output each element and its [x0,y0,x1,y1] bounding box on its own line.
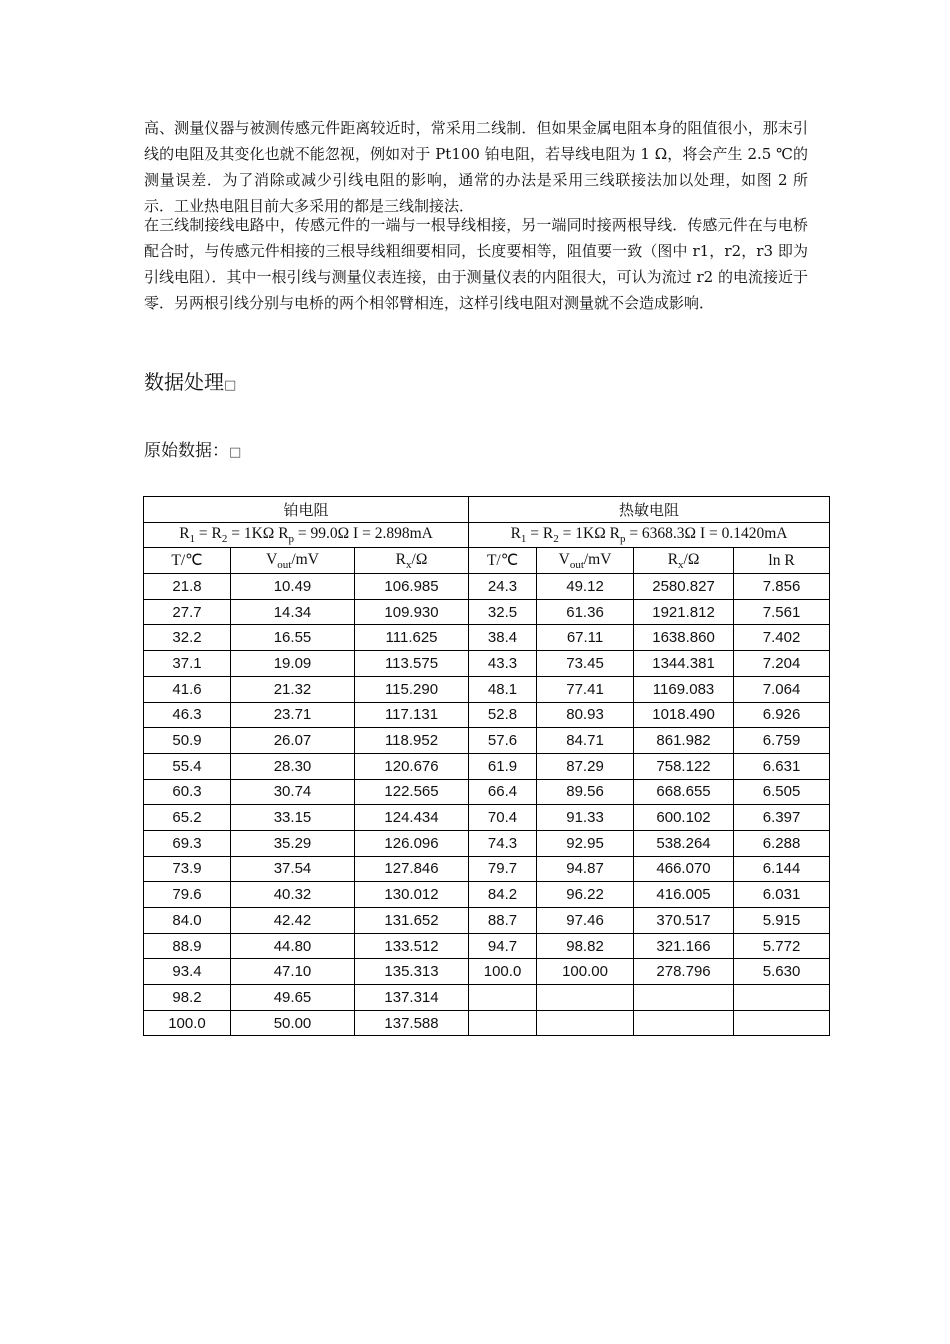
cell-vout-pt: 23.71 [231,702,355,728]
table-row [144,651,830,677]
col-header-lnr: ln R [734,548,830,574]
cell-t-th: 61.9 [469,753,537,779]
table-row [144,856,830,882]
cell-lnr-th [734,985,830,1011]
cell-t-th: 57.6 [469,728,537,754]
intro-paragraph-2: 在三线制接线电路中，传感元件的一端与一根导线相接，另一端同时接两根导线．传感元件在与电桥配合时，与传感元件相接的三根导线粗细要相同，长度要相等，阻值要一致（图中 r1，r2，r3 即为引线电阻）．其中一根引线与测量仪表连接，由于测量仪表的内阻很大，可认为流过 r2 的电流接近于零．另两根引线分别与电桥的两个相邻臂相连，这样引线电阻对测量就不会造成影响． [144,216,808,312]
cell-t-th: 52.8 [469,702,537,728]
cell-rx-pt: 106.985 [355,574,469,600]
heading-text: 数据处理 [144,370,224,394]
cell-vout-pt: 19.09 [231,651,355,677]
cell-vout-th: 98.82 [537,933,634,959]
cell-rx-th: 1018.490 [634,702,734,728]
cell-rx-th: 1169.083 [634,676,734,702]
cell-vout-pt: 16.55 [231,625,355,651]
cell-vout-th: 92.95 [537,830,634,856]
cell-rx-th: 370.517 [634,908,734,934]
cell-vout-th: 73.45 [537,651,634,677]
cell-lnr-th: 6.631 [734,753,830,779]
cell-t-th: 88.7 [469,908,537,934]
cell-t-th: 84.2 [469,882,537,908]
cell-rx-th: 1344.381 [634,651,734,677]
table-row [144,805,830,831]
cell-rx-th: 321.166 [634,933,734,959]
cell-rx-th: 1921.812 [634,599,734,625]
cell-rx-th: 1638.860 [634,625,734,651]
col-header-rx: $R_x/\Omega$ [634,548,734,574]
cell-t-pt: 69.3 [144,830,231,856]
cell-vout-pt: 40.32 [231,882,355,908]
cell-t-pt: 55.4 [144,753,231,779]
cell-rx-pt: 130.012 [355,882,469,908]
cell-t-pt: 79.6 [144,882,231,908]
col-header-vout: $V_{out}/mV$ [537,548,634,574]
cell-rx-pt: 117.131 [355,702,469,728]
column-header-row [144,548,830,574]
cell-rx-pt: 127.846 [355,856,469,882]
cell-rx-pt: 115.290 [355,676,469,702]
cell-lnr-th: 6.759 [734,728,830,754]
cell-vout-pt: 28.30 [231,753,355,779]
cell-t-pt: 93.4 [144,959,231,985]
cell-rx-pt: 118.952 [355,728,469,754]
cell-t-pt: 73.9 [144,856,231,882]
cell-lnr-th [734,1010,830,1036]
table-row [144,1010,830,1036]
cell-rx-pt: 124.434 [355,805,469,831]
cell-t-pt: 100.0 [144,1010,231,1036]
cell-vout-th: 61.36 [537,599,634,625]
cell-t-pt: 37.1 [144,651,231,677]
cell-rx-th: 600.102 [634,805,734,831]
table-row [144,985,830,1011]
col-header-temperature: T/℃ [144,548,231,574]
cell-t-pt: 32.2 [144,625,231,651]
table-row [144,599,830,625]
group-header-row [144,497,830,523]
table-row [144,702,830,728]
cell-vout-pt: 10.49 [231,574,355,600]
cell-lnr-th: 7.402 [734,625,830,651]
table-row [144,779,830,805]
cell-vout-pt: 33.15 [231,805,355,831]
cell-vout-pt: 30.74 [231,779,355,805]
conditions-platinum: $R_1 = R_2 = 1K\Omega$ $R_p = 99.0\Omega$ I = 2.898mA [144,522,469,548]
cell-t-th: 48.1 [469,676,537,702]
table-row [144,728,830,754]
cell-vout-pt: 49.65 [231,985,355,1011]
cell-rx-pt: 131.652 [355,908,469,934]
cell-t-pt: 60.3 [144,779,231,805]
cell-lnr-th: 6.397 [734,805,830,831]
cell-vout-pt: 35.29 [231,830,355,856]
placeholder-box-icon: □ [229,445,242,460]
cell-t-pt: 98.2 [144,985,231,1011]
cell-t-pt: 50.9 [144,728,231,754]
cell-rx-th: 758.122 [634,753,734,779]
table-row [144,830,830,856]
table-row [144,908,830,934]
cell-vout-pt: 42.42 [231,908,355,934]
cell-vout-th: 94.87 [537,856,634,882]
cell-lnr-th: 5.772 [734,933,830,959]
col-header-temperature: T/℃ [469,548,537,574]
cell-lnr-th: 6.926 [734,702,830,728]
cell-t-pt: 84.0 [144,908,231,934]
cell-vout-pt: 44.80 [231,933,355,959]
cell-t-th: 74.3 [469,830,537,856]
cell-t-th: 24.3 [469,574,537,600]
cell-lnr-th: 7.856 [734,574,830,600]
cell-t-th: 43.3 [469,651,537,677]
raw-data-table [143,496,830,1036]
cell-t-pt: 27.7 [144,599,231,625]
cell-t-th: 32.5 [469,599,537,625]
cell-rx-pt: 113.575 [355,651,469,677]
cell-vout-th [537,985,634,1011]
cell-vout-th [537,1010,634,1036]
section-heading [144,366,236,395]
col-header-rx: $R_x/\Omega$ [355,548,469,574]
table-row [144,625,830,651]
cell-vout-th: 67.11 [537,625,634,651]
cell-vout-th: 84.71 [537,728,634,754]
cell-t-th [469,1010,537,1036]
cell-rx-pt: 137.314 [355,985,469,1011]
cell-vout-th: 100.00 [537,959,634,985]
cell-t-pt: 88.9 [144,933,231,959]
cell-vout-th: 97.46 [537,908,634,934]
table-row [144,933,830,959]
cell-lnr-th: 7.064 [734,676,830,702]
group-header-platinum: 铂电阻 [144,497,469,523]
cell-lnr-th: 6.505 [734,779,830,805]
cell-t-pt: 65.2 [144,805,231,831]
cell-t-pt: 46.3 [144,702,231,728]
cell-rx-th: 278.796 [634,959,734,985]
cell-rx-th: 2580.827 [634,574,734,600]
intro-paragraph-1: 高、测量仪器与被测传感元件距离较近时，常采用二线制．但如果金属电阻本身的阻值很小，那末引线的电阻及其变化也就不能忽视，例如对于 Pt100 铂电阻，若导线电阻为 1 Ω，将会产生 2.5 ℃的测量误差．为了消除或减少引线电阻的影响，通常的办法是采用三线联接法加以处理，如图 2 所示．工业热电阻目前大多采用的都是三线制接法． [144,119,808,215]
cell-rx-pt: 137.588 [355,1010,469,1036]
raw-data-label [144,436,241,461]
cell-rx-pt: 135.313 [355,959,469,985]
cell-lnr-th: 7.561 [734,599,830,625]
cell-t-pt: 41.6 [144,676,231,702]
cell-t-pt: 21.8 [144,574,231,600]
cell-t-th: 70.4 [469,805,537,831]
cell-rx-th: 538.264 [634,830,734,856]
col-header-vout: $V_{out}/mV$ [231,548,355,574]
cell-vout-th: 49.12 [537,574,634,600]
cell-rx-pt: 120.676 [355,753,469,779]
cell-rx-pt: 111.625 [355,625,469,651]
cell-vout-th: 80.93 [537,702,634,728]
cell-vout-th: 91.33 [537,805,634,831]
cell-rx-th [634,985,734,1011]
cell-lnr-th: 6.031 [734,882,830,908]
cell-rx-th: 668.655 [634,779,734,805]
cell-t-th: 94.7 [469,933,537,959]
cell-lnr-th: 7.204 [734,651,830,677]
cell-t-th [469,985,537,1011]
cell-rx-pt: 126.096 [355,830,469,856]
cell-vout-pt: 50.00 [231,1010,355,1036]
cell-rx-th [634,1010,734,1036]
group-header-thermistor: 热敏电阻 [469,497,830,523]
conditions-thermistor: $R_1 = R_2 = 1K\Omega$ $R_p = 6368.3\Omega$ I = 0.1420mA [469,522,830,548]
table-row [144,676,830,702]
cell-vout-th: 87.29 [537,753,634,779]
cell-vout-pt: 14.34 [231,599,355,625]
cell-t-th: 79.7 [469,856,537,882]
cell-vout-th: 96.22 [537,882,634,908]
table-body [144,574,830,1036]
table-row [144,959,830,985]
cell-t-th: 100.0 [469,959,537,985]
cell-vout-pt: 21.32 [231,676,355,702]
cell-rx-pt: 122.565 [355,779,469,805]
cell-vout-pt: 26.07 [231,728,355,754]
cell-lnr-th: 6.288 [734,830,830,856]
cell-rx-pt: 133.512 [355,933,469,959]
conditions-row [144,522,830,548]
cell-vout-th: 89.56 [537,779,634,805]
table-row [144,574,830,600]
cell-vout-pt: 37.54 [231,856,355,882]
cell-vout-th: 77.41 [537,676,634,702]
cell-lnr-th: 5.630 [734,959,830,985]
cell-rx-th: 416.005 [634,882,734,908]
cell-rx-pt: 109.930 [355,599,469,625]
placeholder-box-icon: □ [224,378,237,393]
cell-lnr-th: 5.915 [734,908,830,934]
cell-lnr-th: 6.144 [734,856,830,882]
cell-rx-th: 861.982 [634,728,734,754]
cell-rx-th: 466.070 [634,856,734,882]
cell-t-th: 38.4 [469,625,537,651]
raw-data-text: 原始数据： [144,441,229,461]
table-row [144,882,830,908]
cell-t-th: 66.4 [469,779,537,805]
table-row [144,753,830,779]
cell-vout-pt: 47.10 [231,959,355,985]
